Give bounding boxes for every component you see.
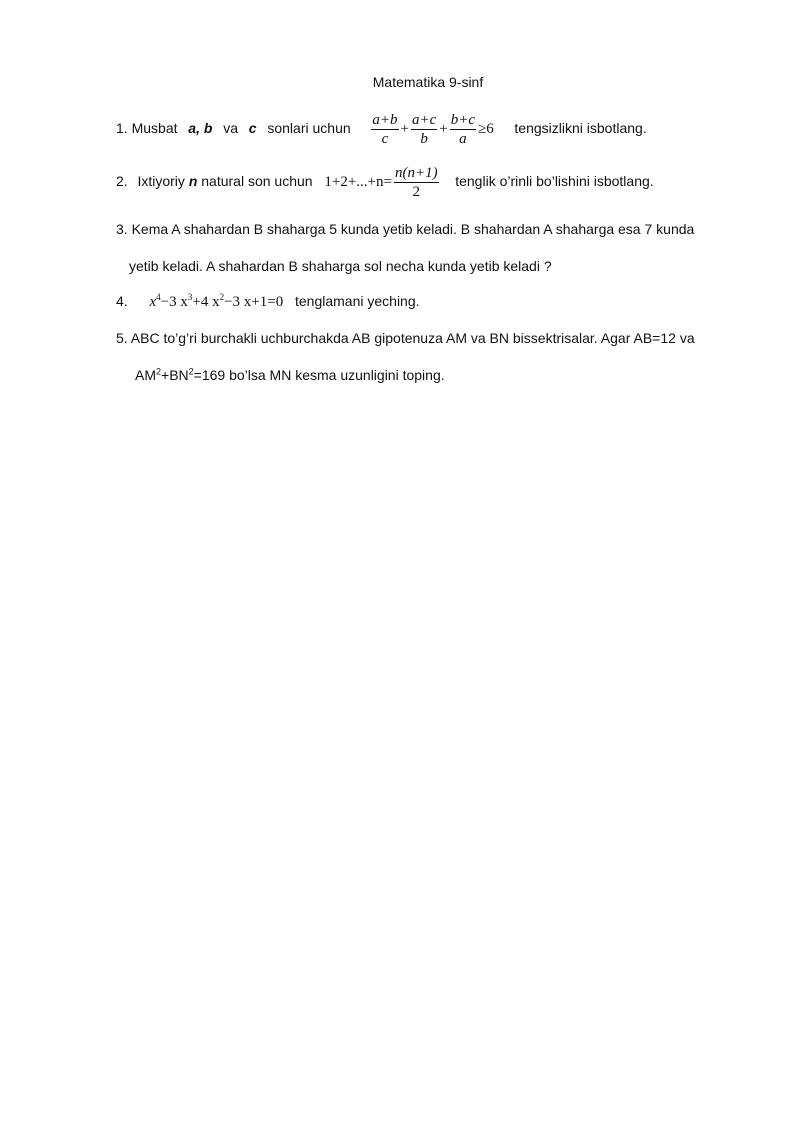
problem-1-var-a: a <box>188 119 197 136</box>
problem-1-number: 1. <box>116 119 128 136</box>
fraction-2-denominator: b <box>420 131 428 147</box>
problem-1-va: va <box>223 119 238 136</box>
problem-1-comma: , <box>196 119 200 136</box>
plus-sign-2: + <box>439 121 448 137</box>
eq-exp-1: 4 <box>156 292 161 302</box>
problem-2-text-b: natural son uchun <box>201 172 313 189</box>
eq-exp-3: 2 <box>219 292 225 302</box>
page-title: Matematika 9-sinf <box>372 74 484 90</box>
problem-5-am: AM <box>135 367 156 383</box>
greater-equal-six: ≥6 <box>478 121 494 137</box>
problem-2-var-n: n <box>188 172 198 189</box>
problem-1-var-c: c <box>248 119 257 136</box>
problem-1 <box>116 112 647 147</box>
problem-5-exp-2: 2 <box>188 366 194 377</box>
problem-1-text-c: tengsizlikni isbotlang. <box>514 119 647 136</box>
problem-5-line-2 <box>135 367 445 383</box>
problem-2-number: 2. <box>116 172 128 189</box>
sum-fraction <box>394 165 439 200</box>
sum-fraction-numerator: n(n+1) <box>394 165 438 181</box>
problem-1-var-b: b <box>203 119 213 136</box>
sum-fraction-denominator: 2 <box>412 184 421 200</box>
eq-term-2: −3 x <box>160 294 188 310</box>
problem-4 <box>116 293 420 311</box>
problem-4-number: 4. <box>116 293 128 309</box>
problem-4-text: tenglamani yeching. <box>295 293 420 309</box>
eq-term-1: x <box>149 294 157 310</box>
problem-1-inequality <box>370 112 498 147</box>
problem-5-line-1: 5. ABC to’g’ri burchakli uchburchakda AB gipotenuza AM va BN bissektrisalar. Agar AB=12 va <box>116 330 695 346</box>
fraction-2 <box>411 112 437 147</box>
problem-3-line-2: yetib keladi. A shahardan B shaharga sol necha kunda yetib keladi ? <box>129 258 552 274</box>
problem-5-rest: =169 bo’lsa MN kesma uzunligini toping. <box>193 367 445 383</box>
problem-1-text-b: sonlari uchun <box>267 119 351 136</box>
fraction-3-denominator: a <box>459 131 467 147</box>
problem-2-text-a: Ixtiyoriy <box>137 172 185 189</box>
eq-term-3: +4 x <box>192 294 220 310</box>
problem-5-exp-1: 2 <box>156 366 162 377</box>
fraction-2-numerator: a+c <box>412 112 437 128</box>
eq-exp-2: 3 <box>187 292 193 302</box>
problem-5-bn: +BN <box>161 367 189 383</box>
fraction-1-numerator: a+b <box>372 112 398 128</box>
problem-2 <box>116 165 654 200</box>
problem-3-line-1: 3. Kema A shahardan B shaharga 5 kunda yetib keladi. B shahardan A shaharga esa 7 kunda <box>116 221 695 237</box>
problem-2-equation <box>323 165 443 200</box>
problem-1-text-a: Musbat <box>131 119 178 136</box>
fraction-1 <box>371 112 398 147</box>
fraction-3-numerator: b+c <box>450 112 476 128</box>
problem-4-equation <box>149 294 283 310</box>
eq-term-4: −3 x+1=0 <box>224 294 284 310</box>
plus-sign-1: + <box>400 121 410 137</box>
sum-lhs: 1+2+...+n= <box>324 174 392 190</box>
fraction-3 <box>450 112 476 147</box>
fraction-1-denominator: c <box>381 131 389 147</box>
problem-2-text-c: tenglik o’rinli bo’lishini isbotlang. <box>455 172 654 189</box>
